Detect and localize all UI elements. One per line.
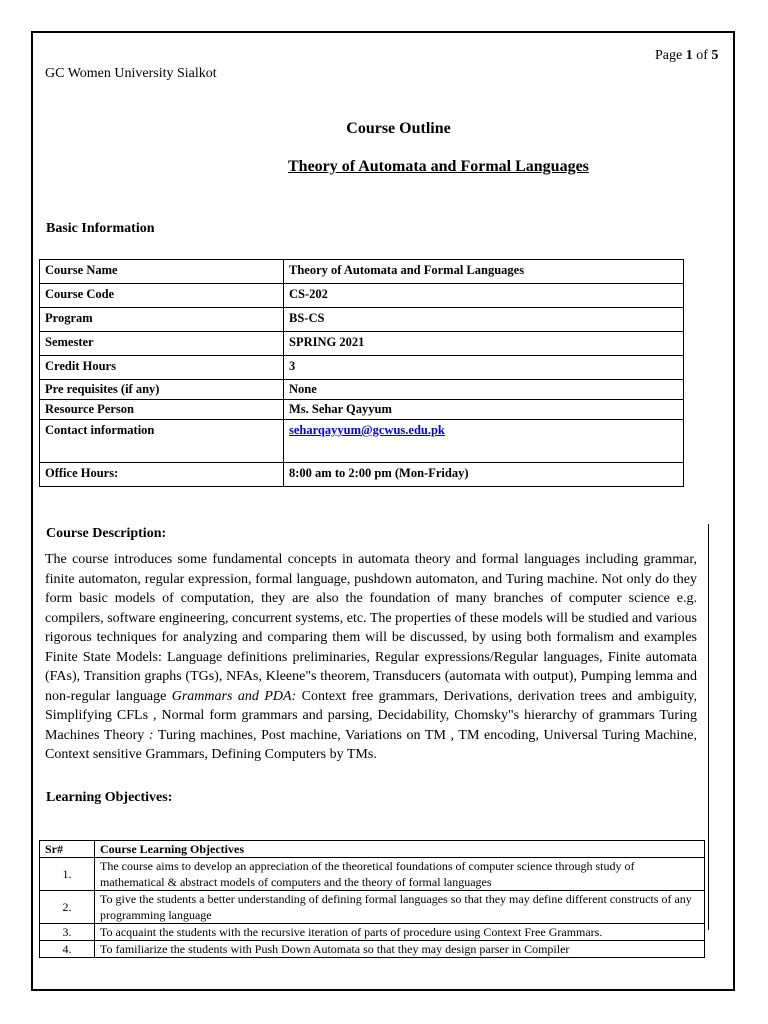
info-label: Resource Person bbox=[40, 400, 284, 420]
page-current: 1 bbox=[685, 48, 693, 63]
col-objective-header: Course Learning Objectives bbox=[95, 841, 705, 858]
objectives-table bbox=[39, 840, 705, 958]
table-row bbox=[40, 380, 684, 400]
info-value: SPRING 2021 bbox=[284, 332, 684, 356]
info-value: None bbox=[284, 380, 684, 400]
info-label: Office Hours: bbox=[40, 463, 284, 487]
info-label: Semester bbox=[40, 332, 284, 356]
info-label: Course Name bbox=[40, 260, 284, 284]
table-header-row bbox=[40, 841, 705, 858]
table-row bbox=[40, 924, 705, 941]
table-row bbox=[40, 260, 684, 284]
document-heading: Course Outline bbox=[346, 120, 451, 137]
info-value: 8:00 am to 2:00 pm (Mon-Friday) bbox=[284, 463, 684, 487]
table-row bbox=[40, 858, 705, 891]
course-title: Theory of Automata and Formal Languages bbox=[288, 158, 589, 175]
info-label: Contact information bbox=[40, 420, 284, 463]
objectives-heading: Learning Objectives: bbox=[46, 790, 173, 805]
info-label: Course Code bbox=[40, 284, 284, 308]
info-value: 3 bbox=[284, 356, 684, 380]
info-label: Program bbox=[40, 308, 284, 332]
university-name: GC Women University Sialkot bbox=[45, 66, 217, 81]
table-row bbox=[40, 284, 684, 308]
table-row bbox=[40, 891, 705, 924]
description-text: Context free grammars, Derivations, derivation trees and ambiguity, Simplifying CFLs , Normal form grammars and parsing, Decidability, Chomsky"s hierarchy of grammars Turing Machines Theory bbox=[45, 688, 697, 743]
course-description bbox=[45, 550, 697, 765]
col-sr-header: Sr# bbox=[40, 841, 95, 858]
table-row bbox=[40, 420, 684, 463]
objective-text: To give the students a better understanding of defining formal languages so that they may define different constructs of any programming language bbox=[95, 891, 705, 924]
info-value bbox=[284, 420, 684, 463]
basic-info-table bbox=[39, 259, 684, 487]
info-label: Credit Hours bbox=[40, 356, 284, 380]
info-value: CS-202 bbox=[284, 284, 684, 308]
objective-number: 1. bbox=[40, 858, 95, 891]
objective-text: To familiarize the students with Push Down Automata so that they may design parser in Compiler bbox=[95, 941, 705, 958]
table-row bbox=[40, 356, 684, 380]
description-italic: Grammars and PDA: bbox=[171, 688, 297, 704]
table-row bbox=[40, 463, 684, 487]
info-value: Ms. Sehar Qayyum bbox=[284, 400, 684, 420]
objective-number: 2. bbox=[40, 891, 95, 924]
objective-number: 4. bbox=[40, 941, 95, 958]
table-row bbox=[40, 941, 705, 958]
description-text: Turing machines, Post machine, Variations on TM , TM encoding, Universal Turing Machine, Context sensitive Grammars, Defining Computers by TMs. bbox=[45, 727, 697, 762]
info-value: BS-CS bbox=[284, 308, 684, 332]
objective-text: The course aims to develop an appreciation of the theoretical foundations of computer science through study of mathematical & abstract models of computers and the theory of formal languages bbox=[95, 858, 705, 891]
page-prefix: Page bbox=[655, 48, 683, 63]
table-row bbox=[40, 400, 684, 420]
page-total: 5 bbox=[711, 48, 719, 63]
objective-text: To acquaint the students with the recursive iteration of parts of procedure using Context Free Grammars. bbox=[95, 924, 705, 941]
description-heading: Course Description: bbox=[46, 526, 167, 541]
basic-info-heading: Basic Information bbox=[46, 221, 155, 236]
contact-email-link[interactable]: seharqayyum@gcwus.edu.pk bbox=[289, 423, 445, 437]
margin-line bbox=[708, 524, 709, 930]
page-of: of bbox=[696, 48, 708, 63]
info-label: Pre requisites (if any) bbox=[40, 380, 284, 400]
info-value: Theory of Automata and Formal Languages bbox=[284, 260, 684, 284]
description-italic: : bbox=[148, 727, 154, 743]
description-text: The course introduces some fundamental concepts in automata theory and formal languages including grammar, finite automaton, regular expression, formal language, pushdown automaton, and Turing machine. Not only do they form basic models of computation, they are also the foundation of many branches of computer science e.g. compilers, software engineering, concurrent systems, etc. The properties of these models will be studied and various rigorous techniques for analyzing and comparing them will be discussed, by using both formalism and examples Finite State Models: Language definitions preliminaries, Regular expressions/Regular languages, Finite automata (FAs), Transition graphs (TGs), NFAs, Kleene"s theorem, Transducers (automata with output), Pumping lemma and non-regular language bbox=[45, 552, 697, 704]
table-row bbox=[40, 332, 684, 356]
page-number bbox=[655, 48, 718, 64]
table-row bbox=[40, 308, 684, 332]
objective-number: 3. bbox=[40, 924, 95, 941]
